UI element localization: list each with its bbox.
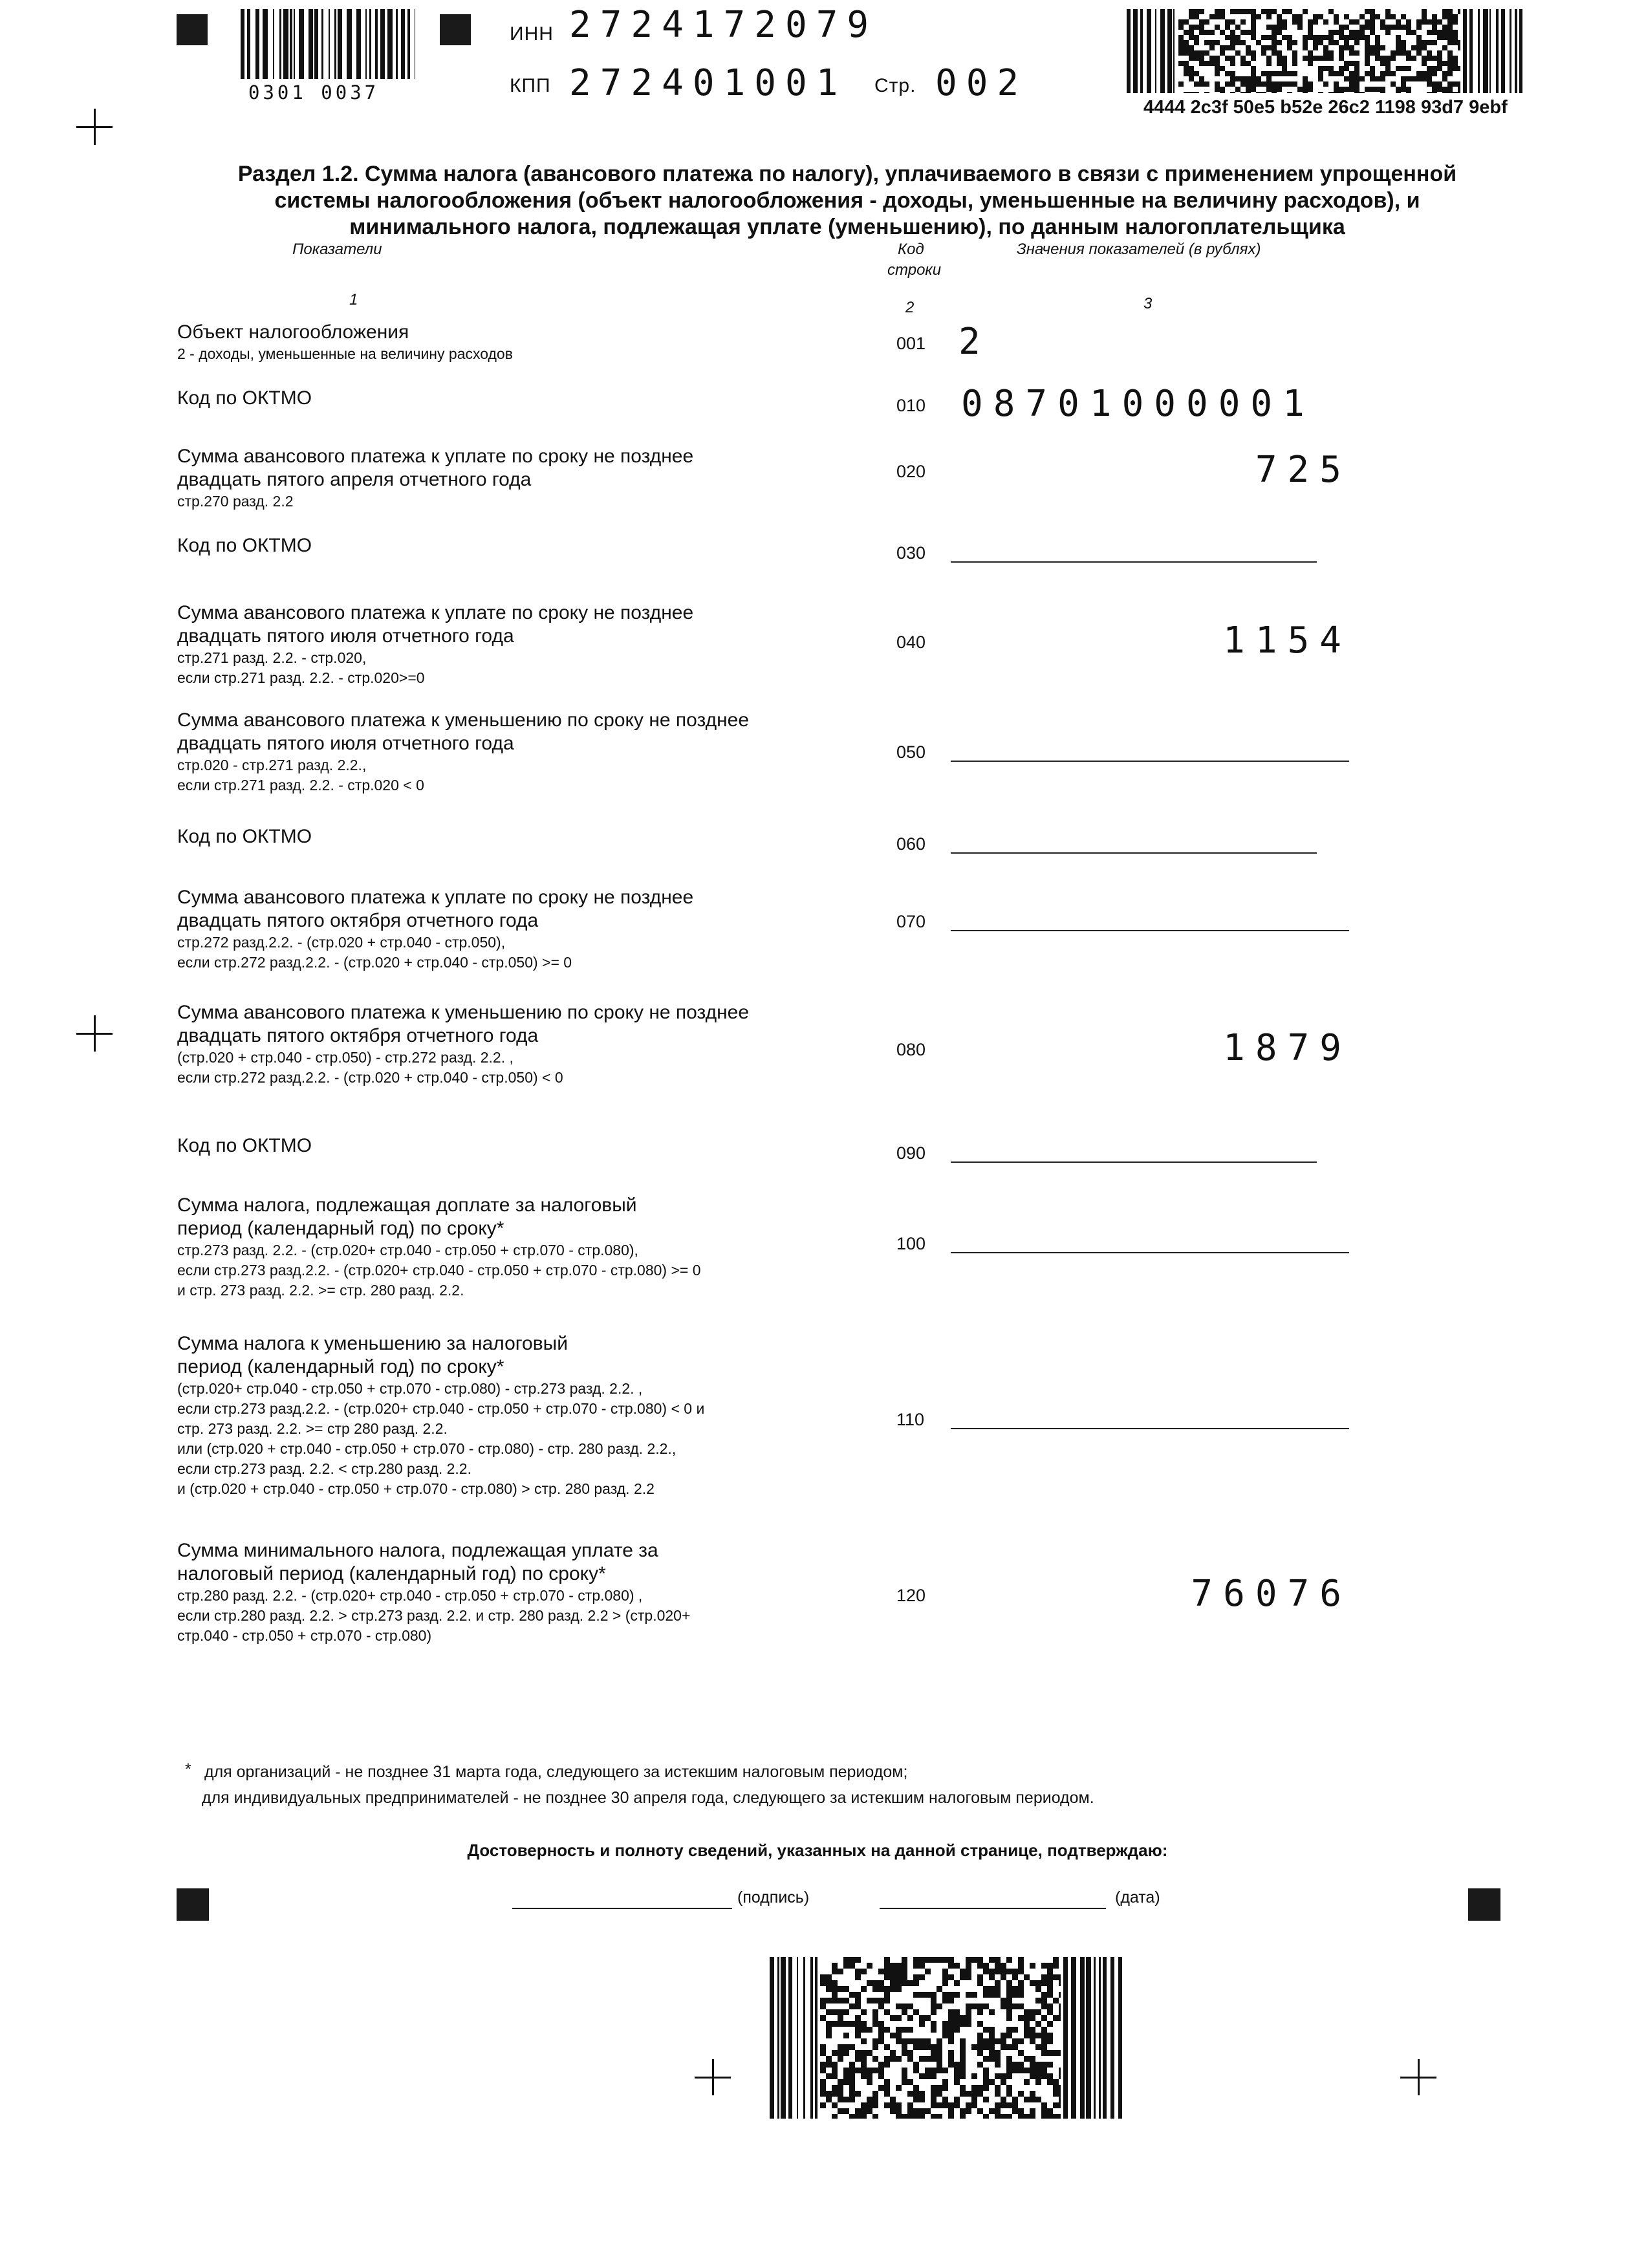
row-060-label	[177, 825, 863, 848]
pdf417-bottom-right-guard	[1063, 1957, 1125, 2119]
row-code: 080	[896, 1040, 926, 1059]
row-001-title-line: Объект налогообложения	[177, 321, 409, 343]
row-020-label	[177, 445, 863, 512]
row-120-formula-line: если стр.280 разд. 2.2. > стр.273 разд. 2.2. и стр. 280 разд. 2.2 > (стр.020+	[177, 1607, 691, 1624]
inn-label: ИНН	[510, 23, 554, 45]
row-050-empty-field[interactable]	[951, 761, 1349, 762]
row-080-formula-line: (стр.020 + стр.040 - стр.050) - стр.272 разд. 2.2. ,	[177, 1049, 514, 1066]
column-header-code-2: строки	[887, 261, 942, 279]
row-110-label	[177, 1332, 863, 1499]
row-code: 010	[896, 396, 926, 415]
registration-cross-middle-left	[76, 1015, 113, 1052]
corner-marker-top-left	[177, 14, 208, 45]
row-060-empty-field[interactable]	[951, 852, 1317, 854]
column-header-indicators: Показатели	[292, 241, 382, 258]
row-070-formula-line: стр.272 разд.2.2. - (стр.020 + стр.040 - стр.050),	[177, 934, 506, 951]
inn-value: 2724172079	[569, 4, 878, 46]
row-070-title-line: двадцать пятого октября отчетного года	[177, 910, 539, 931]
row-050-formula-line: если стр.271 разд. 2.2. - стр.020 < 0	[177, 777, 424, 794]
footnote-line-1: для организаций - не позднее 31 марта года, следующего за истекшим налоговым периодом;	[204, 1763, 908, 1781]
row-050-title-line: Сумма авансового платежа к уменьшению по сроку не позднее	[177, 709, 750, 731]
corner-marker-bottom-left	[177, 1888, 209, 1921]
footnote-line-2: для индивидуальных предпринимателей - не позднее 30 апреля года, следующего за истекшим налоговым периодом.	[202, 1789, 1094, 1807]
row-030-label	[177, 534, 863, 557]
pdf417-code-bottom	[820, 1957, 1061, 2119]
page-label: Стр.	[874, 75, 916, 96]
registration-cross-bottom-right	[1400, 2059, 1436, 2095]
column-number-3: 3	[1143, 295, 1153, 312]
row-110-formula-line: если стр.273 разд.2.2. - (стр.020+ стр.040 - стр.050 + стр.070 - стр.080) < 0 и	[177, 1400, 705, 1417]
row-050-formula-line: стр.020 - стр.271 разд. 2.2.,	[177, 757, 367, 773]
column-number-1: 1	[349, 291, 358, 308]
row-code: 020	[896, 462, 926, 481]
row-070-formula-line: если стр.272 разд.2.2. - (стр.020 + стр.040 - стр.050) >= 0	[177, 954, 572, 971]
section-title-line-1: Раздел 1.2. Сумма налога (авансового платежа по налогу), уплачиваемого в связи с применением упрощенной	[237, 162, 1457, 186]
confirmation-statement: Достоверность и полноту сведений, указанных на данной странице, подтверждаю:	[467, 1841, 1168, 1860]
row-040-value[interactable]: 1154	[1223, 620, 1352, 662]
column-header-code: Код	[898, 241, 924, 258]
section-title-line-3: минимального налога, подлежащая уплате (уменьшению), по данным налогоплательщика	[349, 215, 1345, 239]
date-label: (дата)	[1115, 1888, 1160, 1906]
row-080-title-line: двадцать пятого октября отчетного года	[177, 1025, 539, 1046]
row-code: 090	[896, 1143, 926, 1163]
row-110-title-line: Сумма налога к уменьшению за налоговый	[177, 1333, 568, 1354]
row-020-title-line: Сумма авансового платежа к уплате по сроку не позднее	[177, 446, 694, 467]
row-050-label	[177, 709, 863, 795]
row-010-label	[177, 387, 863, 410]
row-110-formula-line: стр. 273 разд. 2.2. >= стр 280 разд. 2.2.	[177, 1420, 448, 1437]
row-001-formula-line: 2 - доходы, уменьшенные на величину расходов	[177, 345, 513, 362]
column-header-values: Значения показателей (в рублях)	[1017, 241, 1261, 258]
document-hash: 4444 2c3f 50e5 b52e 26c2 1198 93d7 9ebf	[1143, 97, 1508, 118]
row-110-title-line: период (календарный год) по сроку*	[177, 1356, 504, 1377]
row-090-title-line: Код по ОКТМО	[177, 1135, 312, 1156]
row-090-empty-field[interactable]	[951, 1161, 1317, 1163]
corner-marker-top-middle	[440, 14, 471, 45]
row-100-formula-line: и стр. 273 разд. 2.2. >= стр. 280 разд. 2.2.	[177, 1282, 464, 1299]
row-080-label	[177, 1001, 863, 1088]
row-040-formula-line: стр.271 разд. 2.2. - стр.020,	[177, 649, 367, 666]
footnote-star: *	[185, 1760, 191, 1778]
row-120-title-line: налоговый период (календарный год) по сроку*	[177, 1563, 606, 1584]
row-060-title-line: Код по ОКТМО	[177, 826, 312, 847]
row-120-value[interactable]: 76076	[1191, 1573, 1352, 1615]
registration-cross-top-left	[76, 109, 113, 145]
row-120-formula-line: стр.040 - стр.050 + стр.070 - стр.080)	[177, 1627, 432, 1644]
row-040-title-line: Сумма авансового платежа к уплате по сроку не позднее	[177, 602, 694, 623]
row-code: 030	[896, 543, 926, 563]
row-code: 100	[896, 1234, 926, 1253]
row-100-empty-field[interactable]	[951, 1252, 1349, 1253]
row-020-title-line: двадцать пятого апреля отчетного года	[177, 469, 532, 490]
kpp-value: 272401001	[569, 62, 847, 104]
row-020-formula-line: стр.270 разд. 2.2	[177, 493, 294, 510]
row-080-value[interactable]: 1879	[1223, 1027, 1352, 1069]
row-120-title-line: Сумма минимального налога, подлежащая уплате за	[177, 1540, 658, 1561]
row-code: 060	[896, 834, 926, 854]
signature-line[interactable]	[512, 1908, 732, 1909]
row-010-title-line: Код по ОКТМО	[177, 387, 312, 409]
row-100-formula-line: стр.273 разд. 2.2. - (стр.020+ стр.040 - стр.050 + стр.070 - стр.080),	[177, 1242, 638, 1258]
row-070-title-line: Сумма авансового платежа к уплате по сроку не позднее	[177, 887, 694, 908]
row-code: 110	[896, 1410, 925, 1429]
row-100-title-line: Сумма налога, подлежащая доплате за налоговый	[177, 1194, 637, 1216]
row-070-empty-field[interactable]	[951, 930, 1349, 931]
row-080-formula-line: если стр.272 разд.2.2. - (стр.020 + стр.040 - стр.050) < 0	[177, 1069, 563, 1086]
date-line[interactable]	[880, 1908, 1106, 1909]
pdf417-bottom-left-guard	[770, 1957, 817, 2119]
row-030-title-line: Код по ОКТМО	[177, 535, 312, 556]
corner-marker-bottom-right	[1468, 1888, 1500, 1921]
row-110-formula-line: если стр.273 разд. 2.2. < стр.280 разд. 2.2.	[177, 1460, 471, 1477]
row-001-value[interactable]: 2	[958, 321, 991, 363]
section-title-line-2: системы налогообложения (объект налогообложения - доходы, уменьшенные на величину расходов), и	[274, 188, 1420, 213]
pdf417-code-top	[1178, 9, 1460, 93]
row-code: 050	[896, 742, 926, 762]
row-120-label	[177, 1539, 863, 1646]
page-barcode	[241, 9, 415, 79]
row-code: 070	[896, 912, 926, 931]
row-090-label	[177, 1134, 863, 1158]
row-050-title-line: двадцать пятого июля отчетного года	[177, 733, 514, 754]
row-001-label	[177, 321, 863, 364]
row-040-title-line: двадцать пятого июля отчетного года	[177, 625, 514, 647]
kpp-label: КПП	[510, 75, 551, 96]
row-100-formula-line: если стр.273 разд.2.2. - (стр.020+ стр.040 - стр.050 + стр.070 - стр.080) >= 0	[177, 1262, 701, 1279]
row-030-empty-field[interactable]	[951, 561, 1317, 563]
row-code: 040	[896, 632, 926, 652]
row-100-title-line: период (календарный год) по сроку*	[177, 1218, 504, 1239]
row-070-label	[177, 886, 863, 973]
column-number-2: 2	[905, 299, 915, 316]
row-110-formula-line: и (стр.020 + стр.040 - стр.050 + стр.070 - стр.080) > стр. 280 разд. 2.2	[177, 1480, 655, 1497]
row-040-formula-line: если стр.271 разд. 2.2. - стр.020>=0	[177, 669, 425, 686]
row-code: 001	[896, 334, 926, 353]
signature-label: (подпись)	[737, 1888, 810, 1906]
registration-cross-bottom-left	[695, 2059, 731, 2095]
row-110-formula-line: (стр.020+ стр.040 - стр.050 + стр.070 - стр.080) - стр.273 разд. 2.2. ,	[177, 1380, 643, 1397]
row-010-value[interactable]: 08701000001	[961, 383, 1315, 425]
row-100-label	[177, 1194, 863, 1301]
barcode-number: 0301 0037	[248, 81, 380, 103]
pdf417-left-guard	[1127, 9, 1175, 93]
row-110-empty-field[interactable]	[951, 1428, 1349, 1429]
row-120-formula-line: стр.280 разд. 2.2. - (стр.020+ стр.040 - стр.050 + стр.070 - стр.080) ,	[177, 1587, 643, 1604]
row-040-label	[177, 601, 863, 688]
page-number: 002	[935, 62, 1028, 104]
row-080-title-line: Сумма авансового платежа к уменьшению по сроку не позднее	[177, 1002, 750, 1023]
row-code: 120	[896, 1586, 926, 1605]
row-020-value[interactable]: 725	[1255, 449, 1352, 491]
pdf417-right-guard	[1463, 9, 1525, 93]
row-110-formula-line: или (стр.020 + стр.040 - стр.050 + стр.070 - стр.080) - стр. 280 разд. 2.2.,	[177, 1440, 677, 1457]
